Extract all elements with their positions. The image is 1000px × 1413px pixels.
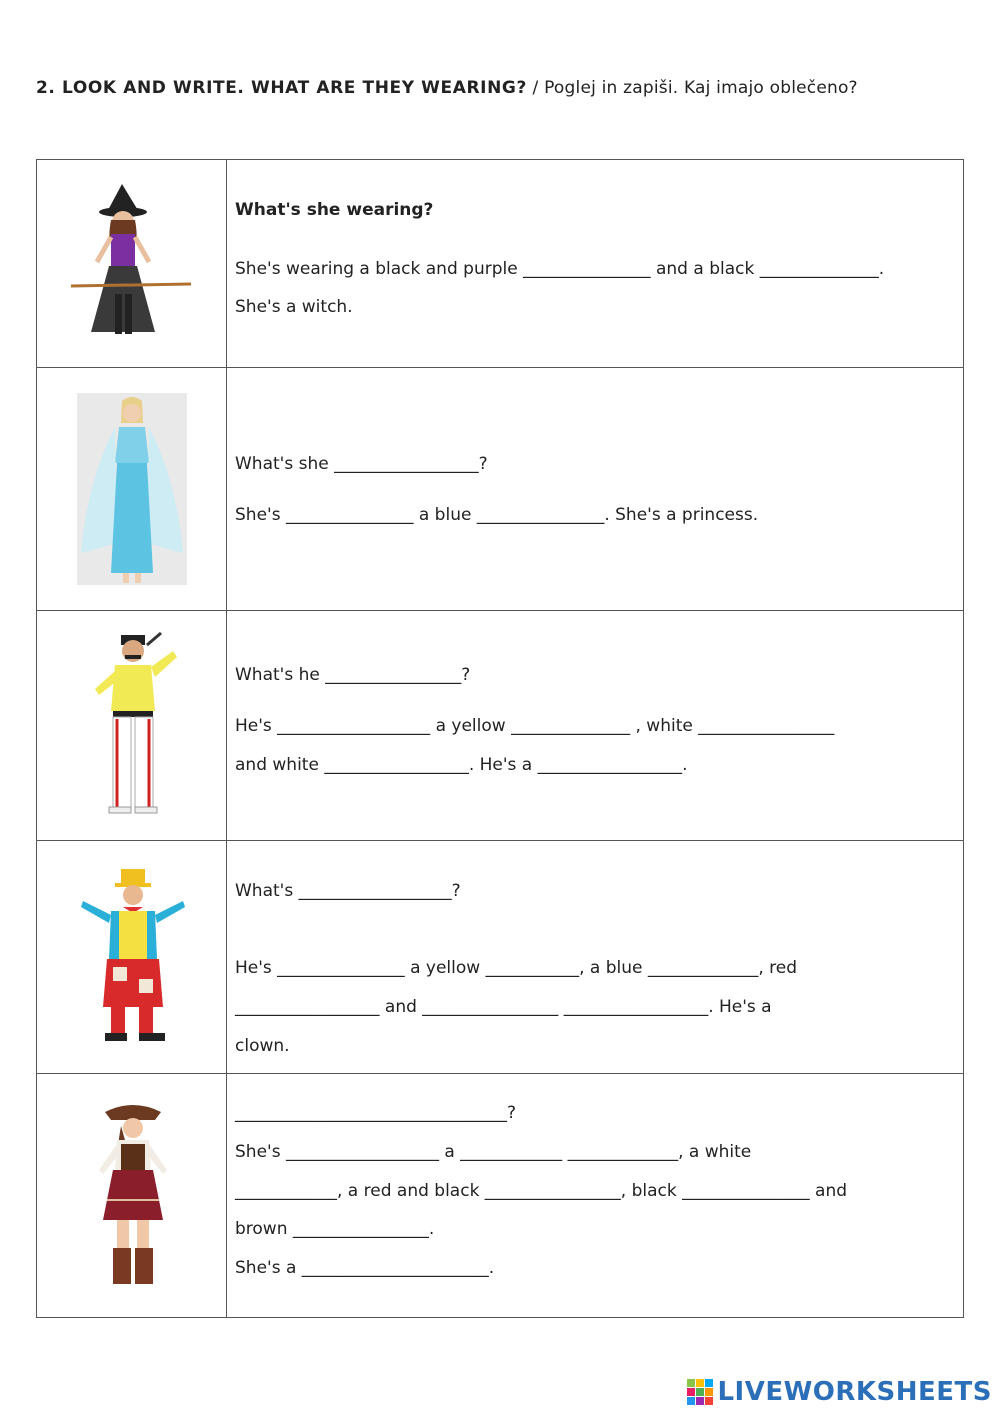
answer-line[interactable]: She's _______________ a blue _______________. She's a princess. — [235, 505, 759, 525]
table-row — [37, 611, 964, 841]
answer-line[interactable]: She's wearing a black and purple _______________ and a black ______________. — [235, 259, 885, 279]
question-line[interactable]: What's __________________? — [235, 881, 461, 901]
answer-line[interactable]: ____________, a red and black ________________, black _______________ and — [235, 1181, 848, 1201]
answer-line[interactable]: She's __________________ a ____________ _____________, a white — [235, 1142, 752, 1162]
question-line[interactable]: ________________________________? — [235, 1103, 517, 1123]
table-row — [37, 1074, 964, 1318]
liveworksheets-logo — [687, 1377, 992, 1407]
image-cell — [37, 1074, 227, 1318]
image-cell — [37, 611, 227, 841]
answer-line: She's a witch. — [235, 297, 353, 317]
table-row — [37, 841, 964, 1074]
answer-line[interactable]: He's __________________ a yellow ______________ , white ________________ — [235, 716, 835, 736]
text-cell — [227, 611, 964, 841]
answer-line[interactable]: He's _______________ a yellow ___________, a blue _____________, red — [235, 958, 798, 978]
answer-line[interactable]: _________________ and ________________ _________________. He's a — [235, 997, 772, 1017]
text-cell — [227, 368, 964, 611]
text-cell — [227, 841, 964, 1074]
pirate-costume-image — [85, 1100, 181, 1290]
princess-costume-image — [77, 393, 187, 585]
title-translation: / Poglej in zapiši. Kaj imajo oblečeno? — [526, 78, 858, 98]
question-line: What's she wearing? — [235, 200, 434, 220]
question-line[interactable]: What's she _________________? — [235, 454, 488, 474]
singer-costume-image — [81, 631, 191, 817]
logo-text: LIVEWORKSHEETS — [717, 1377, 992, 1407]
page-title — [36, 78, 858, 98]
image-cell — [37, 368, 227, 611]
table-row — [37, 368, 964, 611]
witch-costume-image — [67, 182, 197, 342]
clown-costume-image — [77, 867, 189, 1047]
question-line[interactable]: What's he ________________? — [235, 665, 471, 685]
text-cell — [227, 1074, 964, 1318]
worksheet-table — [36, 159, 964, 1318]
title-bold: 2. LOOK AND WRITE. WHAT ARE THEY WEARING? — [36, 78, 527, 98]
text-cell — [227, 160, 964, 368]
answer-line[interactable]: brown ________________. — [235, 1219, 435, 1239]
answer-line[interactable]: She's a ______________________. — [235, 1258, 495, 1278]
logo-grid-icon — [687, 1379, 713, 1405]
answer-line[interactable]: and white _________________. He's a _________________. — [235, 755, 688, 775]
image-cell — [37, 160, 227, 368]
answer-line: clown. — [235, 1036, 290, 1056]
table-row — [37, 160, 964, 368]
image-cell — [37, 841, 227, 1074]
